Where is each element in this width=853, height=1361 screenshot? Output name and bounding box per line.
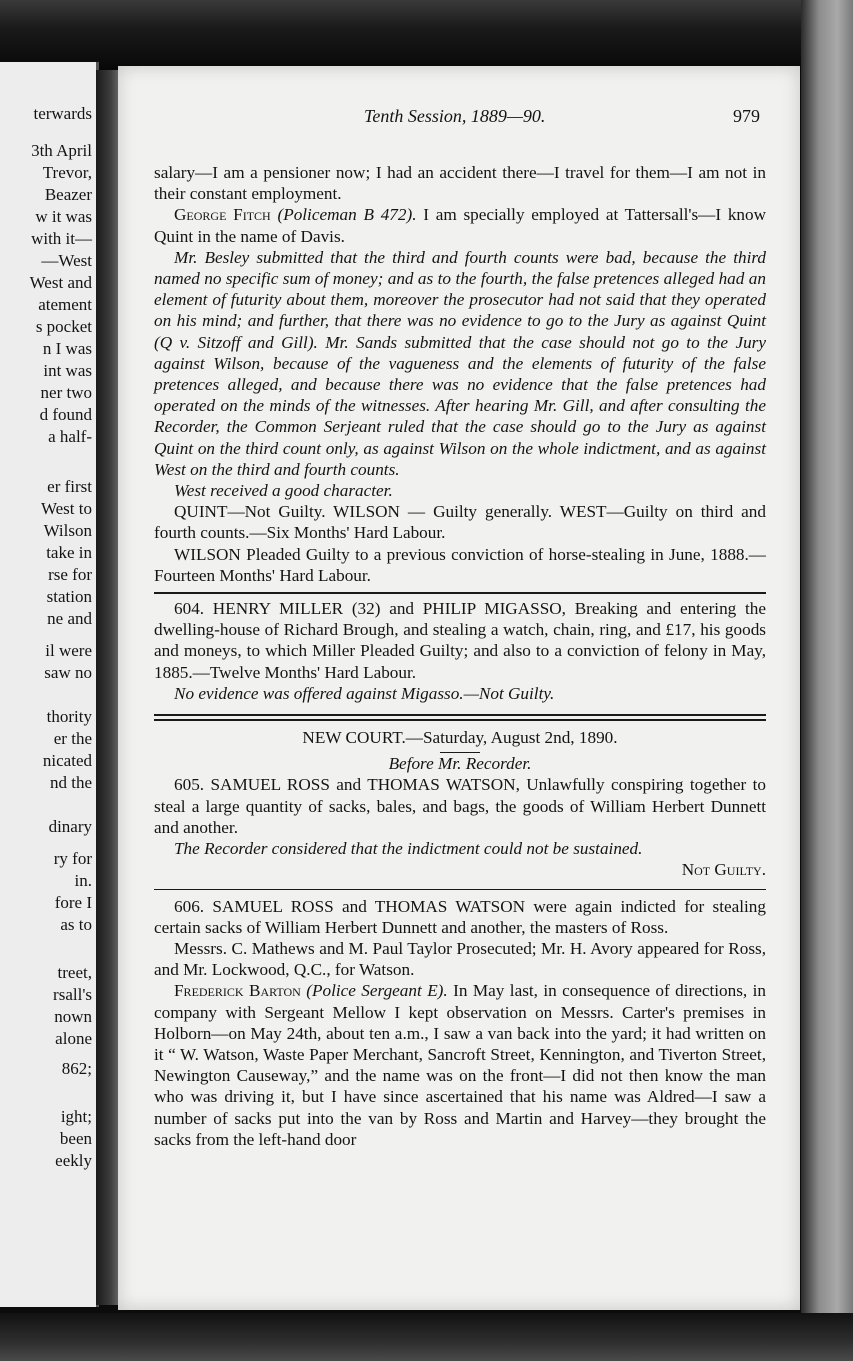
facing-page-text: atement: [38, 295, 92, 314]
page-body: [154, 162, 766, 1150]
facing-page-text: take in: [46, 543, 92, 562]
before-recorder: Before Mr. Recorder.: [388, 754, 532, 774]
facing-page-text: Beazer: [44, 185, 92, 204]
facing-page-text: ne and: [47, 609, 92, 628]
witness-statement-barton: In May last, in consequence of directions, in company with Sergeant Mellow I kept observation on Messrs. Carter's premises in Holborn—on May 24th, about ten a.m., I saw a van back into the yard; it had written on it “ W. Watson, Waste Paper Merchant, Sancroft Street, Kennington, and Tiverton Street, Newington Causeway,” and the name was on the front—I did not then know the man who was driving it, but I have since ascertained that his name was Aldred—I saw a number of sacks put into the van by Ross and Martin and Harvey—they brought the sacks from the left-hand door: [154, 981, 767, 1149]
running-header: [118, 106, 800, 130]
book-page: [118, 66, 800, 1310]
facing-page-text: West to: [40, 499, 92, 518]
facing-page-text: in.: [74, 871, 92, 890]
facing-page-text: Trevor,: [42, 163, 92, 182]
facing-page-text: il were: [45, 641, 92, 660]
paragraph-frederick-barton: [154, 980, 766, 1150]
facing-page-text: ry for: [53, 849, 92, 868]
facing-page-text: Wilson: [43, 521, 92, 540]
facing-page-text: West and: [29, 273, 92, 292]
scan-border-bottom: [0, 1313, 853, 1361]
case-604: 604. HENRY MILLER (32) and PHILIP MIGASSO, Breaking and entering the dwelling-house of Richard Brough, and stealing a watch, chain, ring, and £17, his goods and moneys, to which Miller Pleaded Guilty; and also to a conviction of felony in May, 1885.—Twelve Months' Hard Labour.: [154, 599, 766, 682]
facing-page-text: 862;: [61, 1059, 92, 1078]
facing-page-text: as to: [60, 915, 92, 934]
witness-role-barton: (Police Sergeant E).: [306, 981, 448, 1001]
facing-page-text: terwards: [33, 104, 92, 123]
facing-page-text: station: [46, 587, 92, 606]
case-605-verdict: Not Guilty.: [681, 860, 766, 880]
scan-border-right: [801, 0, 853, 1361]
case-605-note: The Recorder considered that the indictment could not be sustained.: [174, 839, 643, 859]
facing-page-text: s pocket: [35, 317, 92, 336]
facing-page-text: nown: [54, 1007, 92, 1026]
witness-name: George Fitch: [174, 205, 271, 225]
facing-page-text: w it was: [35, 207, 92, 226]
case-605: 605. SAMUEL ROSS and THOMAS WATSON, Unlawfully conspiring together to steal a large quantity of sacks, bales, and bags, the goods of William Herbert Dunnett and another.: [154, 775, 766, 837]
facing-page-text: been: [59, 1129, 92, 1148]
facing-page-text: thority: [46, 707, 92, 726]
facing-page-text: nd the: [49, 773, 92, 792]
witness-role: (Policeman B 472).: [277, 205, 417, 225]
facing-page-text: 3th April: [31, 141, 92, 160]
paragraph-character: West received a good character.: [174, 481, 393, 501]
witness-name-barton: Frederick Barton: [174, 981, 301, 1001]
facing-page-text: dinary: [48, 817, 92, 836]
facing-page-text: eekly: [55, 1151, 92, 1170]
facing-page-text: saw no: [44, 663, 92, 682]
facing-page-fragment: [0, 62, 99, 1307]
facing-page-text: a half-: [48, 427, 92, 446]
court-heading: NEW COURT.—Saturday, August 2nd, 1890.: [302, 728, 618, 748]
book-gutter: [96, 70, 120, 1305]
paragraph-verdicts: QUINT—Not Guilty. WILSON — Guilty generally. WEST—Guilty on third and fourth counts.—Six Months' Hard Labour.: [154, 502, 766, 543]
court-double-rule: [154, 714, 766, 721]
facing-page-text: rse for: [48, 565, 92, 584]
facing-page-text: d found: [39, 405, 92, 424]
facing-page-text: ight;: [60, 1107, 92, 1126]
facing-page-text: treet,: [57, 963, 92, 982]
facing-page-text: n I was: [42, 339, 92, 358]
facing-page-text: int was: [43, 361, 92, 380]
facing-page-text: er first: [47, 477, 92, 496]
witness-statement: I am specially employed at Tattersall's—I know Quint in the name of Davis.: [154, 205, 767, 246]
case-604-note: No evidence was offered against Migasso.—Not Guilty.: [174, 683, 555, 703]
facing-page-text: ner two: [40, 383, 92, 402]
section-rule: [154, 592, 766, 594]
paragraph-submissions: Mr. Besley submitted that the third and fourth counts were bad, because the third named no specific sum of money; and as to the fourth, the false pretences alleged had an element of futurity about them, moreover the prosecutor had not said that they operated on his mind; and further, that there was no evidence to go to the Jury as against Quint (Q v. Sitzoff and Gill). Mr. Sands submitted that the case should not go to the Jury against Wilson, because of the vagueness and the elements of futurity of the false pretences alleged, and because there was no evidence that the false pretences had operated on the minds of the witnesses. After hearing Mr. Gill, and after consulting the Recorder, the Common Serjeant ruled that the case should go to the Jury as against Quint on the third count only, as against Wilson on the whole indictment, and as against West on the third and fourth counts.: [154, 247, 766, 479]
facing-page-text: fore I: [54, 893, 92, 912]
counsel-line: Messrs. C. Mathews and M. Paul Taylor Prosecuted; Mr. H. Avory appeared for Ross, and Mr. Lockwood, Q.C., for Watson.: [154, 938, 766, 980]
case-606: 606. SAMUEL ROSS and THOMAS WATSON were again indicted for stealing certain sacks of William Herbert Dunnett and another, the masters of Ross.: [154, 896, 766, 937]
facing-page-text: alone: [55, 1029, 92, 1048]
section-rule-2: [154, 889, 766, 890]
page-number: 979: [733, 106, 760, 126]
facing-page-text: nicated: [42, 751, 92, 770]
paragraph-previous-conviction: WILSON Pleaded Guilty to a previous conviction of horse-stealing in June, 1888.—Fourteen Months' Hard Labour.: [154, 544, 766, 585]
paragraph-george-fitch: [154, 204, 766, 246]
paragraph-salary: salary—I am a pensioner now; I had an accident there—I travel for them—I am not in their constant employment.: [154, 163, 766, 204]
facing-page-text: rsall's: [53, 985, 92, 1004]
running-title: Tenth Session, 1889—90.: [364, 106, 546, 126]
facing-page-text: —West: [41, 251, 92, 270]
scan-border-top: [0, 0, 853, 70]
facing-page-text: with it—: [31, 229, 92, 248]
facing-page-text: er the: [53, 729, 92, 748]
